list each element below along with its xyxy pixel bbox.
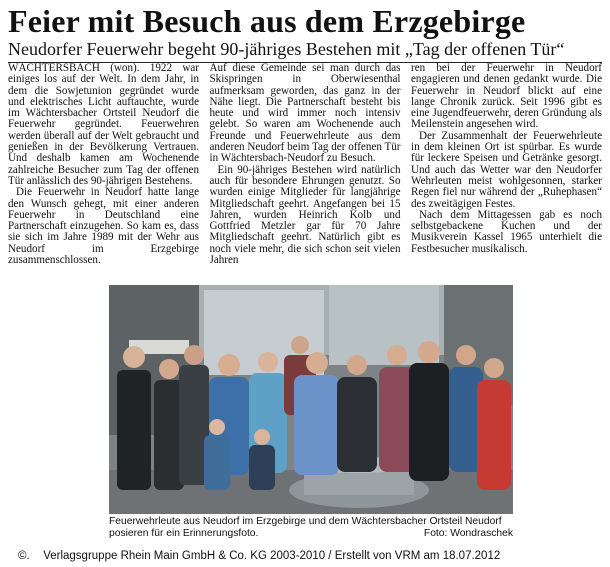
photo-credit: Foto: Wondraschek [423,527,513,539]
headline: Feier mit Besuch aus dem Erzgebirge [8,3,526,39]
paragraph: Die Feuerwehr in Neudorf hatte lange den Wunsch gehegt, mit einer anderen Feuerwehr in Deutschland eine Partnerschaft einzugehen. So kam es, dass sie sich im Jahre 1989 mit der Wehr aus Neudorf im Erzgebirge zusammenschlossen. [8,186,199,267]
article-body [8,63,602,277]
paragraph: WÄCHTERSBACH (won). 1922 war einiges los auf der Welt. In dem Jahr, in dem die Sowjetunion gegründet wurde und elektrisches Licht auftauchte, wurde im Wächtersbacher Ortsteil Neudorf die Feuerwehr gegründet. Feuerwehren werden überall auf der Welt gebraucht und genießen in der Bevölkerung Vertrauen. Und deshalb kamen am Wochenende zahlreiche Besucher zum Tag der offenen Tür anlässlich des 90-jährigen Bestehens. [8,63,199,187]
subheadline: Neudorfer Feuerwehr begeht 90-jähriges Bestehen mit „Tag der offenen Tür“ [8,39,565,59]
copyright-symbol: ©. [18,550,30,562]
paragraph: Nach dem Mittagessen gab es noch selbstgebackene Kuchen und der Musikverein Kassel 1965 unterhielt die Festbesucher musikalisch. [411,208,602,255]
article-column-1 [8,63,199,277]
paragraph: Der Zusammenhalt der Feuerwehrleute in dem kleinen Ort ist spürbar. Es wurde für leckere Speisen und Getränke gesorgt. Und auch das Wetter war den Neudorfer Wehrleuten meist wohlgesonnen, starker Regen fiel nur während der „Ruhephasen“ des zweitägigen Festes. [411,129,602,210]
paragraph: Ein 90-jähriges Bestehen wird natürlich auch für besondere Ehrungen genutzt. So wurden einige Mitglieder für langjährige Mitgliedschaft geehrt. Angefangen bei 15 Jahren, wurden Heinrich Kolb und Gottfried Metzler gar für 70 Jahre Mitgliedschaft geehrt. Natürlich gibt es noch viele mehr, die sich schon seit vielen Jahren [209,163,401,267]
group-photo [109,285,513,514]
copyright-footer [18,549,598,563]
paragraph: ren bei der Feuerwehr in Neudorf engagieren und denen gedankt wurde. Die Feuerwehr in Neudorf blickt auf eine lange Chronik zurück. Seit 1996 gibt es eine Jugendfeuerwehr, deren Gründung als Meilenstein angesehen wird. [411,63,602,131]
group-photo-image [109,285,513,514]
paragraph: Auf diese Gemeinde sei man durch das Skispringen in Oberwiesenthal aufmerksam geworden, das ganz in der Nähe liegt. Die Partnerschaft besteht bis heute und wird immer noch intensiv gelebt. So waren am Wochenende auch Freunde und Feuerwehrleute aus dem anderen Neudorf beim Tag der offenen Tür in Wächtersbach-Neudorf zu Besuch. [209,63,401,165]
article-column-2 [210,63,401,277]
photo-caption-text: Feuerwehrleute aus Neudorf im Erzgebirge und dem Wächtersbacher Ortsteil Neudorf posieren für ein Erinnerungsfoto. [109,516,502,539]
copyright-text: Verlagsgruppe Rhein Main GmbH & Co. KG 2003-2010 / Erstellt von VRM am 18.07.2012 [43,550,501,562]
photo-caption [109,516,513,539]
article-column-3 [411,63,602,277]
